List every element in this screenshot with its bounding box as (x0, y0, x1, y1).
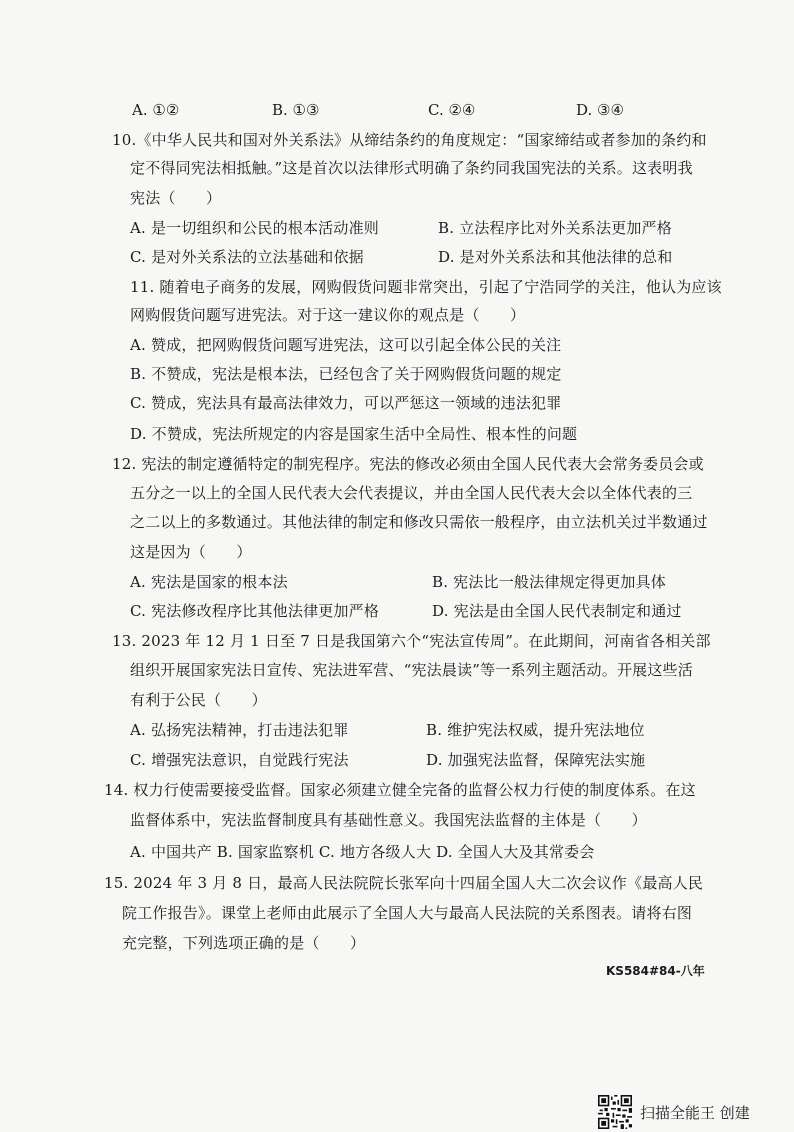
q13-option-b: B. 维护宪法权威，提升宪法地位 (426, 721, 645, 739)
q9-option-a: A. ①② (132, 101, 180, 119)
q13-option-d: D. 加强宪法监督，保障宪法实施 (426, 751, 646, 769)
q12-option-a: A. 宪法是国家的根本法 (130, 573, 288, 591)
q9-option-d: D. ③④ (576, 101, 624, 119)
q10-option-a: A. 是一切组织和公民的根本活动准则 (130, 219, 379, 237)
q13-stem-line-2: 组织开展国家宪法日宣传、宪法进军营、“宪法晨读”等一系列主题活动。开展这些活 (130, 661, 693, 679)
q12-option-d: D. 宪法是由全国人民代表制定和通过 (432, 602, 682, 620)
q15-stem-line-3: 充完整，下列选项正确的是（ ） (122, 934, 366, 952)
q14-options: A. 中国共产 B. 国家监察机 C. 地方各级人大 D. 全国人大及其常委会 (130, 843, 595, 861)
q10-stem-line-2: 定不得同宪法相抵触。”这是首次以法律形式明确了条约同我国宪法的关系。这表明我 (130, 159, 693, 177)
q11-stem-line-2: 网购假货问题写进宪法。对于这一建议你的观点是（ ） (130, 306, 526, 324)
q15-stem-line-2: 院工作报告》。课堂上老师由此展示了全国人大与最高人民法院的关系图表。请将右图 (122, 904, 693, 922)
q12-stem-line-1: 12. 宪法的制定遵循特定的制宪程序。宪法的修改必须由全国人民代表大会常务委员会或 (112, 455, 704, 473)
q11-option-d: D. 不赞成，宪法所规定的内容是国家生活中全局性、根本性的问题 (130, 425, 578, 443)
q14-stem-line-2: 监督体系中，宪法监督制度具有基础性意义。我国宪法监督的主体是（ ） (130, 811, 647, 829)
q14-stem-line-1: 14. 权力行使需要接受监督。国家必须建立健全完备的监督公权力行使的制度体系。在这 (104, 781, 696, 799)
q11-option-a: A. 赞成，把网购假货问题写进宪法，这可以引起全体公民的关注 (130, 336, 562, 354)
q13-stem-line-3: 有利于公民（ ） (130, 691, 267, 709)
q10-stem-line-1: 10.《中华人民共和国对外关系法》从缔结条约的角度规定：“国家缔结或者参加的条约和 (112, 131, 707, 149)
q12-stem-line-4: 这是因为（ ） (130, 543, 252, 561)
q12-stem-line-3: 之二以上的多数通过。其他法律的制定和修改只需依一般程序，由立法机关过半数通过 (130, 513, 708, 531)
q11-stem-line-1: 11. 随着电子商务的发展，网购假货问题非常突出，引起了宁浩同学的关注，他认为应该 (130, 278, 722, 296)
q10-option-c: C. 是对外关系法的立法基础和依据 (130, 248, 364, 266)
q9-option-c: C. ②④ (428, 101, 476, 119)
q12-option-c: C. 宪法修改程序比其他法律更加严格 (130, 602, 380, 620)
page-footer-code: KS584#84-八年 (606, 964, 705, 978)
q13-option-a: A. 弘扬宪法精神，打击违法犯罪 (130, 721, 349, 739)
q9-option-b: B. ①③ (272, 101, 320, 119)
q10-stem-line-3: 宪法（ ） (130, 189, 222, 207)
q12-stem-line-2: 五分之一以上的全国人民代表大会代表提议，并由全国人民代表大会以全体代表的三 (130, 484, 693, 502)
q15-stem-line-1: 15. 2024 年 3 月 8 日，最高人民法院院长张军向十四届全国人大二次会议作《最高人民 (104, 874, 704, 892)
q10-option-d: D. 是对外关系法和其他法律的总和 (438, 248, 673, 266)
q12-option-b: B. 宪法比一般法律规定得更加具体 (432, 573, 666, 591)
q13-stem-line-1: 13. 2023 年 12 月 1 日至 7 日是我国第六个“宪法宣传周”。在此期间，河南省各相关部 (112, 632, 711, 650)
q11-option-c: C. 赞成，宪法具有最高法律效力，可以严惩这一领域的违法犯罪 (130, 394, 562, 412)
q10-option-b: B. 立法程序比对外关系法更加严格 (438, 219, 672, 237)
q13-option-c: C. 增强宪法意识，自觉践行宪法 (130, 751, 349, 769)
watermark-text: 扫描全能王 创建 (640, 1103, 750, 1122)
scanner-watermark (598, 1092, 750, 1132)
q11-option-b: B. 不赞成，宪法是根本法，已经包含了关于网购假货问题的规定 (130, 365, 562, 383)
